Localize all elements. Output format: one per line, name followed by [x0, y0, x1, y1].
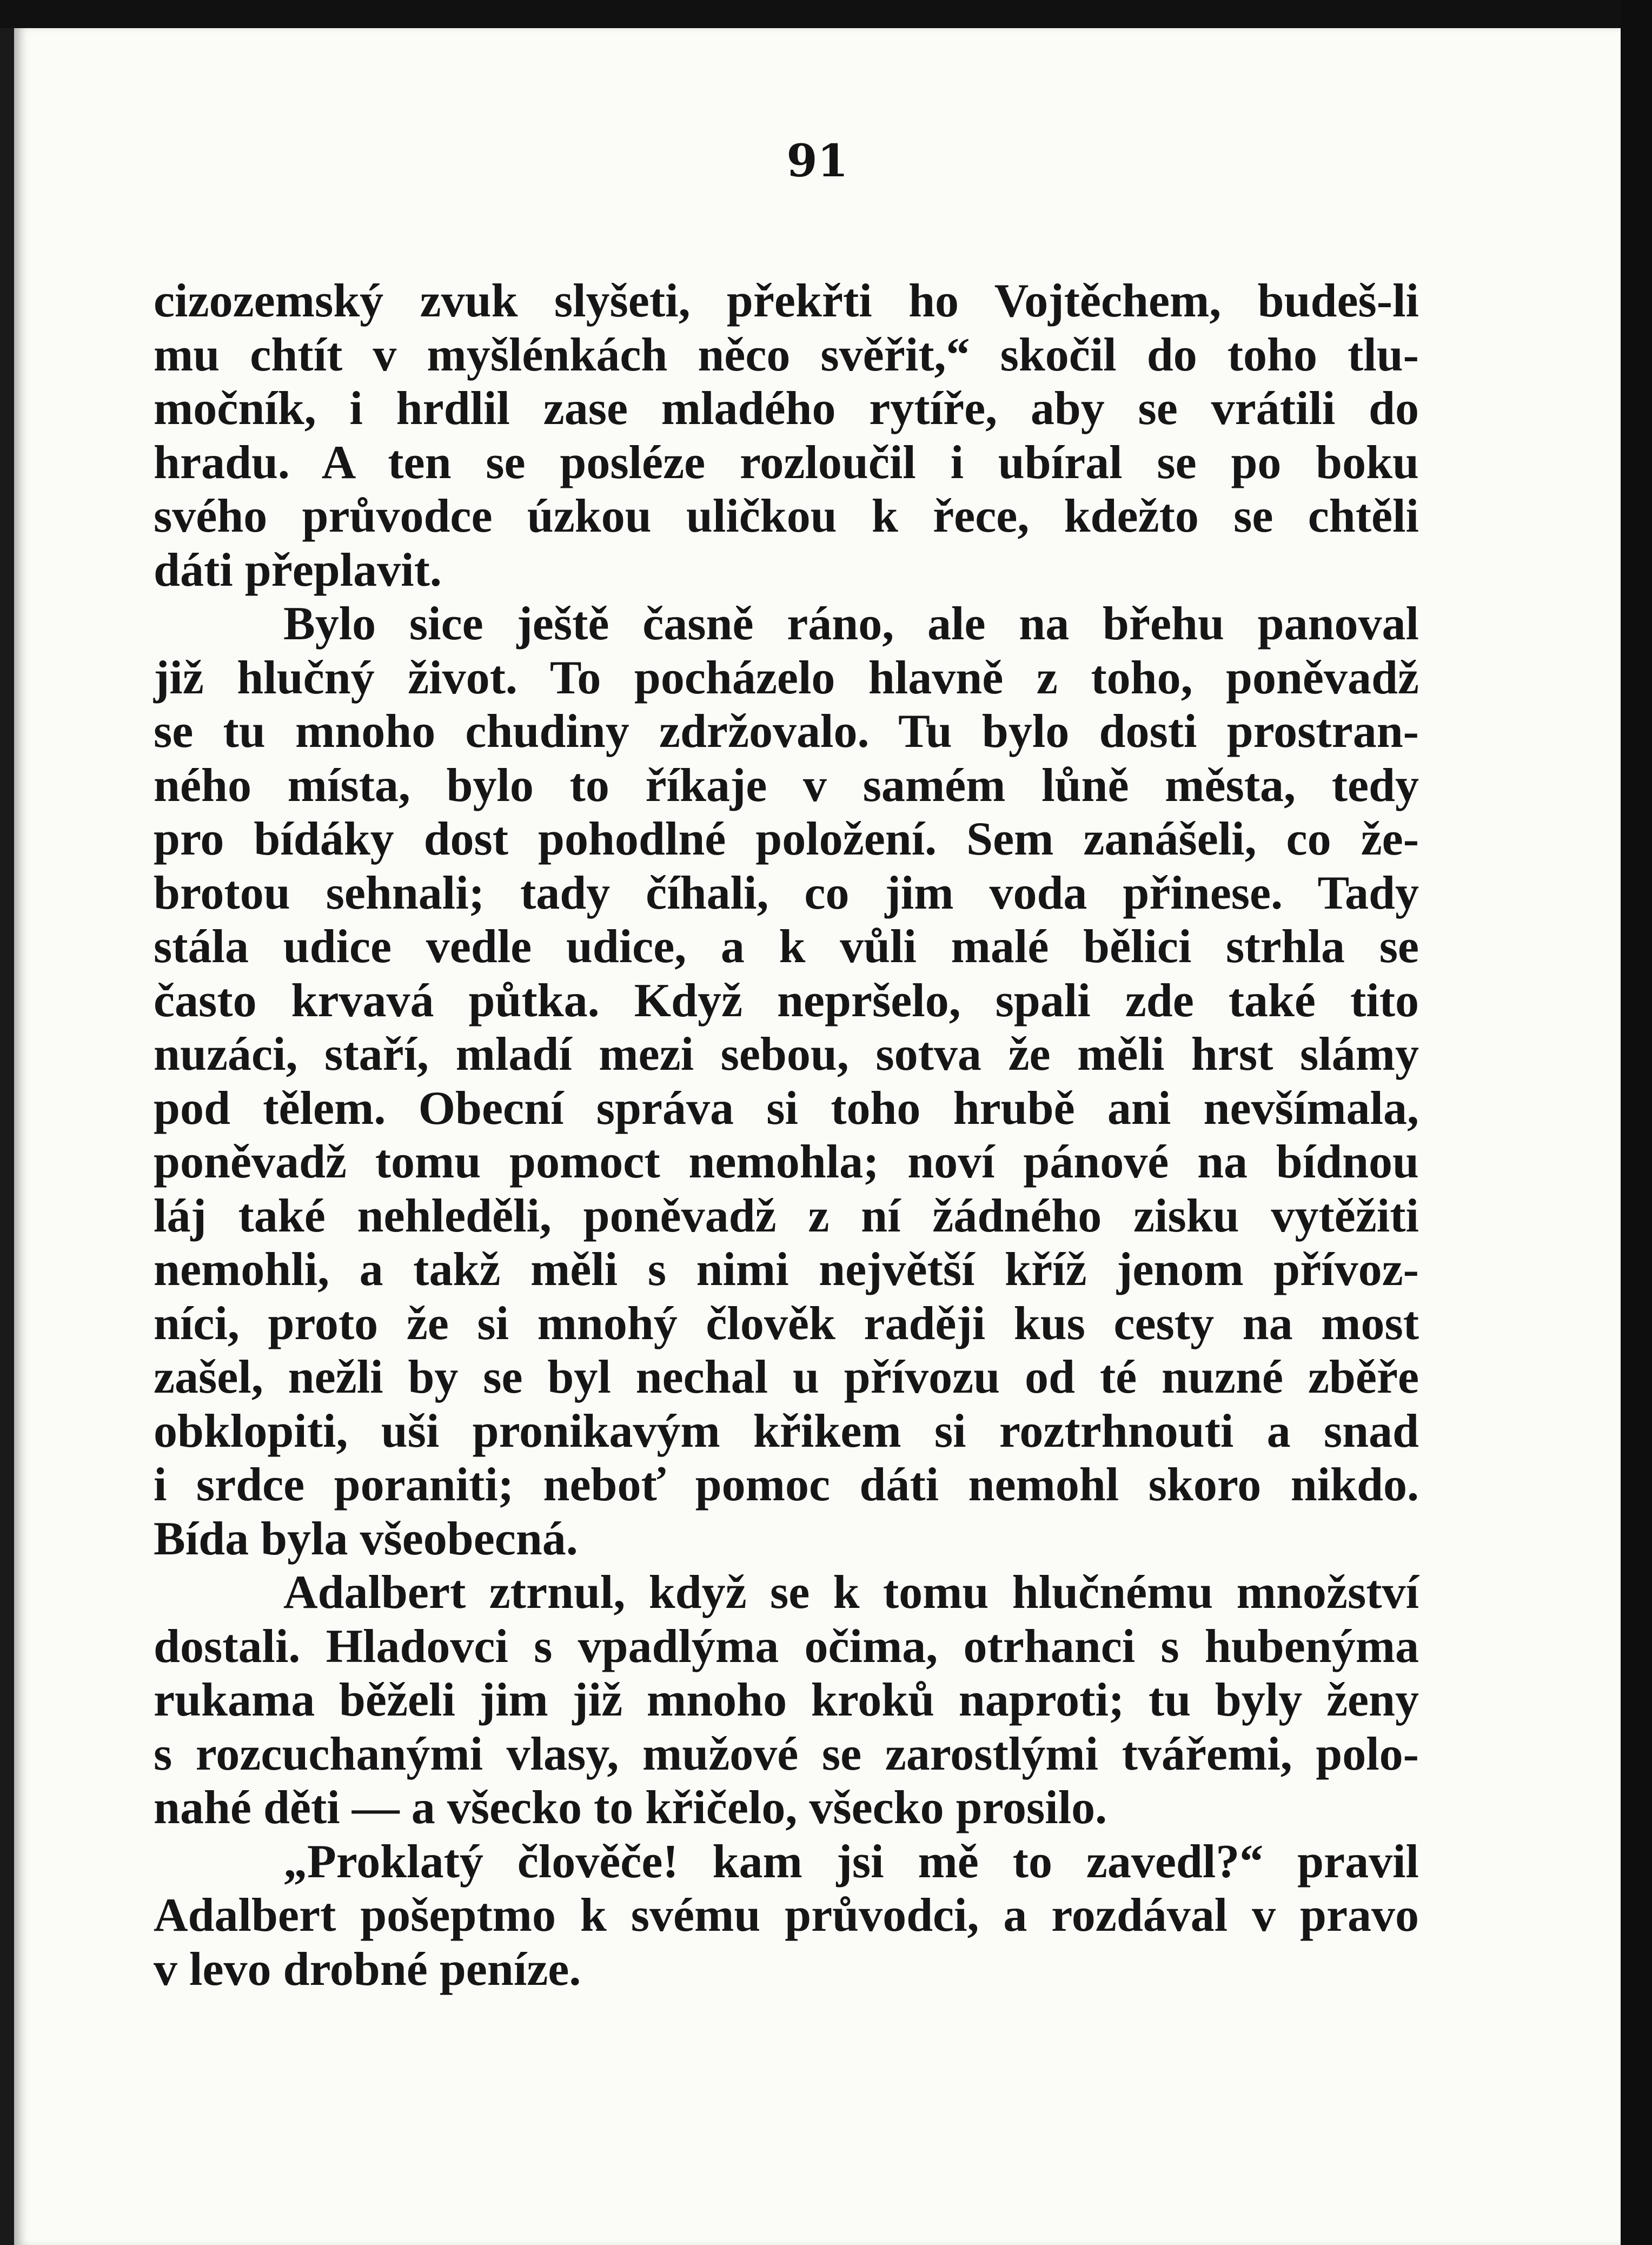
scan-border-left [0, 0, 14, 2245]
text-line: Bylo sice ještě časně ráno, ale na břehu panoval [283, 598, 1419, 650]
text-line: pod tělem. Obecní správa si toho hrubě ani nevšímala, [154, 1082, 1419, 1135]
text-line: brotou sehnali; tady číhali, co jim voda přinese. Tady [154, 866, 1419, 919]
text-line: svého průvodce úzkou uličkou k řece, kdežto se chtěli [154, 490, 1419, 542]
text-line: i srdce poraniti; neboť pomoc dáti nemohl skoro nikdo. [154, 1459, 1419, 1511]
text-line: nemohli, a takž měli s nimi největší kříž jenom přívoz- [154, 1243, 1419, 1296]
page-number: 91 [786, 135, 848, 187]
text-line: s rozcuchanými vlasy, mužové se zarostlými tvářemi, polo- [154, 1727, 1419, 1780]
text-line: Adalbert ztrnul, když se k tomu hlučnému množství [283, 1566, 1419, 1619]
text-line: již hlučný život. To pocházelo hlavně z toho, poněvadž [154, 651, 1419, 704]
text-line: dáti přeplavit. [154, 544, 442, 597]
scan-border-top [0, 0, 1652, 28]
text-line: cizozemský zvuk slyšeti, překřti ho Vojtěchem, budeš-li [154, 275, 1419, 327]
text-line: Adalbert pošeptmo k svému průvodci, a rozdával v pravo [154, 1889, 1419, 1942]
text-line: obklopiti, uši pronikavým křikem si roztrhnouti a snad [154, 1405, 1419, 1458]
text-line: rukama běželi jim již mnoho kroků naproti; tu byly ženy [154, 1674, 1419, 1726]
text-line: nuzáci, staří, mladí mezi sebou, sotva že měli hrst slámy [154, 1028, 1419, 1081]
body-text [154, 274, 1419, 1996]
text-line: ného místa, bylo to říkaje v samém lůně města, tedy [154, 759, 1419, 812]
text-line: se tu mnoho chudiny zdržovalo. Tu bylo dosti prostran- [154, 705, 1419, 758]
text-line: níci, proto že si mnohý člověk raději kus cesty na most [154, 1297, 1419, 1350]
text-line: stála udice vedle udice, a k vůli malé bělici strhla se [154, 920, 1419, 973]
text-line: hradu. A ten se posléze rozloučil i ubíral se po boku [154, 436, 1419, 489]
text-line: poněvadž tomu pomoct nemohla; noví pánové na bídnou [154, 1136, 1419, 1188]
text-line: dostali. Hladovci s vpadlýma očima, otrhanci s hubenýma [154, 1620, 1419, 1673]
text-line: mu chtít v myšlénkách něco svěřit,“ skočil do toho tlu- [154, 328, 1419, 381]
scan-border-right [1621, 0, 1652, 2245]
text-line: močník, i hrdlil zase mladého rytíře, aby se vrátili do [154, 382, 1419, 435]
text-line: „Proklatý člověče! kam jsi mě to zavedl?“ pravil [283, 1835, 1419, 1888]
text-line: zašel, nežli by se byl nechal u přívozu od té nuzné zběře [154, 1351, 1419, 1403]
text-line: pro bídáky dost pohodlné položení. Sem zanášeli, co že- [154, 813, 1419, 865]
text-line: Bída byla všeobecná. [154, 1512, 578, 1565]
text-line: nahé děti — a všecko to křičelo, všecko prosilo. [154, 1782, 1107, 1834]
text-line: láj také nehleděli, poněvadž z ní žádného zisku vytěžiti [154, 1189, 1419, 1242]
book-page [14, 28, 1621, 2245]
text-line: v levo drobné peníze. [154, 1943, 581, 1996]
text-line: často krvavá půtka. Když nepršelo, spali zde také tito [154, 974, 1419, 1027]
